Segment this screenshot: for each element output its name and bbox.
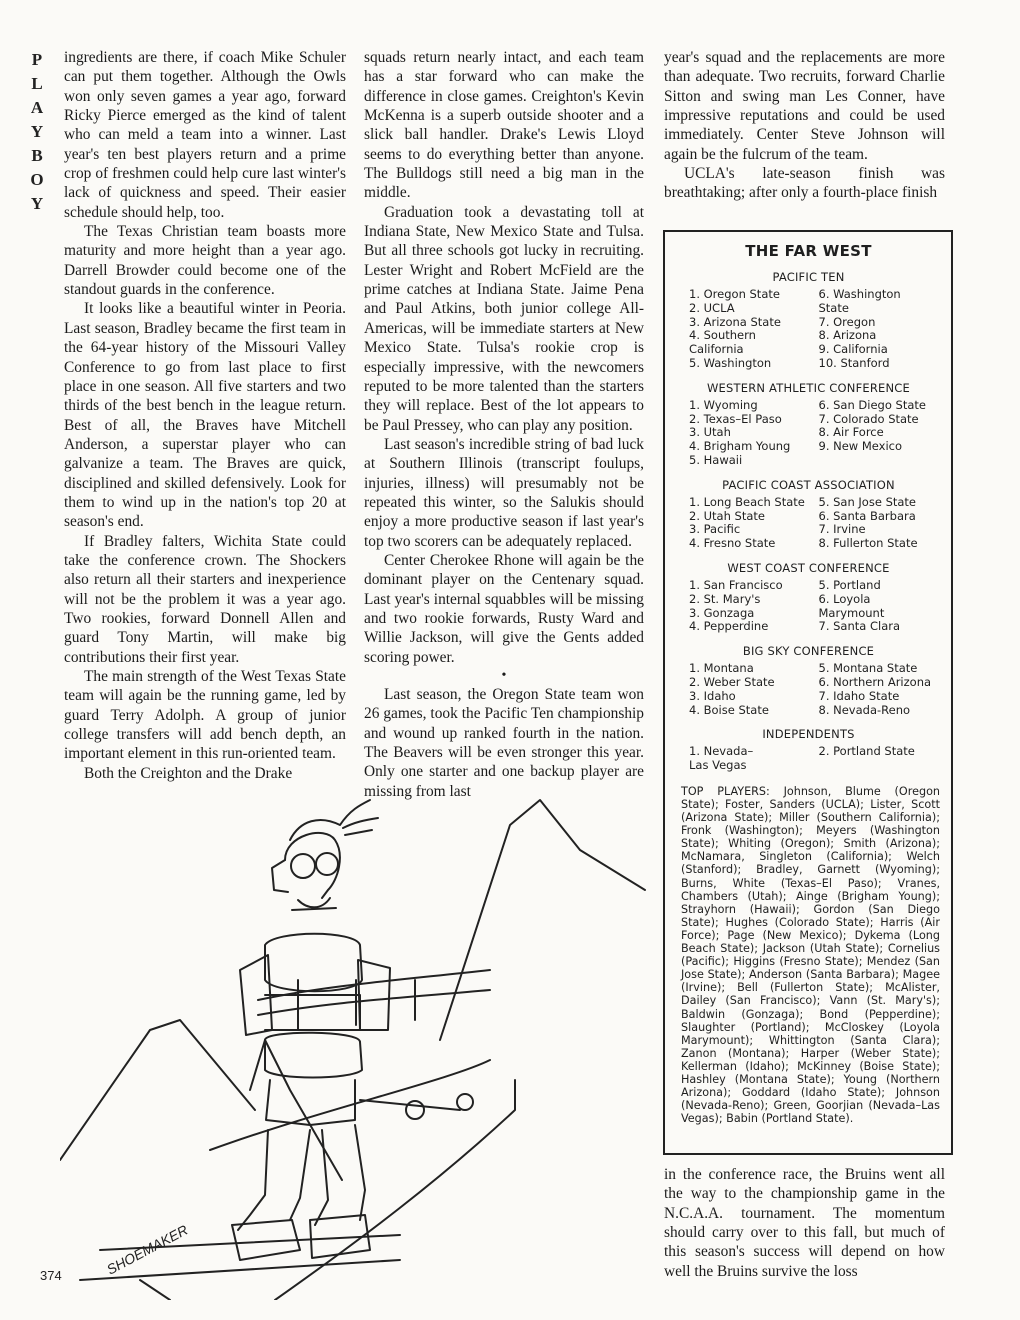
magazine-letter: L — [31, 74, 43, 93]
team-entry: 1. Oregon State — [689, 287, 780, 301]
standings-grid — [675, 745, 942, 773]
team-entry: 9. New Mexico — [818, 439, 903, 454]
paragraph: in the conference race, the Bruins went all the way to the championship game in the N.C.A.A. tournament. The momentum should carry over to this fall, but much of this season's success will depend on how well the Bruins survive the loss — [664, 1166, 945, 1280]
team-entry: 4. Boise State — [689, 702, 769, 717]
standings-grid — [675, 579, 942, 634]
team-entry: 2. UCLA — [689, 300, 735, 315]
article-column-3-bottom — [664, 1165, 945, 1281]
paragraph: The main strength of the West Texas State team will again be the running game, led by guard Terry Adolph. A group of junior college transfers will add bench depth, an important element in this run-oriented team. — [64, 668, 346, 763]
team-entry: 3. Pacific — [689, 522, 741, 537]
conference-heading: INDEPENDENTS — [762, 727, 855, 742]
team-entry: 7. Santa Clara — [818, 619, 901, 634]
conference-heading: WEST COAST CONFERENCE — [727, 560, 890, 575]
team-entry: 6. Washington State — [818, 287, 901, 315]
conference-heading: BIG SKY CONFERENCE — [742, 644, 875, 659]
top-players: TOP PLAYERS: Johnson, Blume (Oregon State); Foster, Sanders (UCLA); Lister, Scott (Arizona State); Miller (Southern California); Fronk (Washington); Meyers (Washington State); Whiting (Oregon); Smith (Arizona); McNamara, Singleton (California); Welch (Stanford); Bradley, Garnett (Wyoming); Burns, White (Texas–El Paso); Vranes, Chambers (Utah); Ainge (Brigham Young); Strayhorn (Hawaii); Gordon (San Diego State); Hughes (Colorado State); Harris (Air Force); Page (New Mexico); Dykema (Long Beach State); Jackson (Utah State); Cornelius (Pacific); Higgins (Fresno State); Mendez (San Jose State); Anderson (Santa Barbara); Magee (Irvine); Bell (Fullerton State); McAlister, Dailey (San Francisco); Vann (St. Mary's); Baldwin (Gonzaga); Bond (Pepperdine); Slaughter (Portland); McCloskey (Loyola Marymount); Whittington (Santa Clara); Zanon (Montana); Harper (Weber State); Kellerman (Idaho); McKinney (Boise State); Hashley (Montana State); Young (Northern Arizona); Goddard (Idaho State); Johnson (Nevada-Reno); Green, Goorjian (Nevada–Las Vegas); Babin (Portland State). — [681, 784, 940, 1126]
paragraph: ingredients are there, if coach Mike Schuler can put them together. Although the Owls won only seven games a year ago, forward Ricky Pierce emerged as the kind of talent who can meld a team into a winner. Last year's ten best players return and a prime crop of freshmen could help cure last winter's lack of quickness and speed. Their easier schedule should help, too. — [64, 49, 346, 221]
page-number: 374 — [40, 1268, 62, 1283]
paragraph: Graduation took a devastating toll at Indiana State, New Mexico State and Tulsa. But all three schools got lucky in recruiting. Lester Wright and Robert McField are the prime catches at Indiana State. Jaime Pena and Paul Atkins, both junior college All-Americas, will be immediate starters at New Mexico State. Tulsa's rookie crop is especially impressive, with the newcomers reputed to be more talented than the starters they will replace. Best of the lot appears to be Paul Pressey, who can play any position. — [364, 203, 644, 434]
magazine-letter: O — [30, 170, 44, 189]
team-entry: 3. Idaho — [689, 688, 736, 703]
team-entry: 8. Arizona — [818, 328, 877, 343]
team-entry: 7. Irvine — [818, 522, 866, 537]
team-entry: 5. Washington — [689, 355, 772, 370]
sidebar-title: THE FAR WEST — [745, 242, 872, 260]
team-entry: 1. Long Beach State — [689, 494, 805, 509]
team-entry: 3. Gonzaga — [689, 605, 755, 620]
team-entry: 5. San Jose State — [818, 494, 917, 509]
cartoonist-signature: SHOEMAKER — [103, 1221, 191, 1278]
paragraph: Center Cherokee Rhone will again be the dominant player on the Centenary squad. Last year's internal squabbles will be missing and two rookie forwards, Rusty Ward and Willie Jackson, will give the Gents added scoring power. — [364, 551, 644, 666]
team-entry: 6. Santa Barbara — [818, 508, 916, 523]
conference-heading: PACIFIC COAST ASSOCIATION — [722, 477, 895, 492]
standings-grid — [675, 496, 942, 551]
conference-heading: PACIFIC TEN — [772, 270, 845, 284]
team-entry: 7. Idaho State — [818, 688, 900, 703]
paragraph: year's squad and the replacements are more than adequate. Two recruits, forward Charlie Sitton and swing man Les Conner, have impressive reputations and could be used immediately. Center Steve Johnson will again be the fulcrum of the team. — [664, 49, 945, 163]
article-column-1 — [64, 48, 346, 783]
article-column-2 — [364, 48, 644, 801]
paragraph: If Bradley falters, Wichita State could take the conference crown. The Shockers also return all their starters and inexperience will not be the problem it was a year ago. Two rookies, forward Donnell Allen and guard Tony Martin, will make big contributions their first year. — [64, 532, 346, 666]
team-entry: 8. Fullerton State — [818, 536, 918, 551]
team-entry: 2. Portland State — [818, 744, 915, 759]
team-entry: 2. Weber State — [689, 674, 775, 689]
paragraph: It looks like a beautiful winter in Peoria. Last season, Bradley became the first team in the 64-year history of the Missouri Valley Conference to go from last place to first place in one season. All five starters and two thirds of the best bench in the league return. Best of all, the Braves have Mitchell Anderson, a superstar player who can galvanize a team. The Braves are quick, disciplined and skilled defensively. Look for them to wind up in the nation's top 20 at season's end. — [64, 300, 346, 531]
team-entry: 7. Colorado State — [818, 411, 919, 426]
team-entry: 1. San Francisco — [689, 577, 783, 592]
team-entry: 2. Texas–El Paso — [689, 411, 782, 426]
section-break-bullet: • — [501, 668, 507, 683]
team-entry: 1. Wyoming — [689, 397, 758, 412]
standings-grid — [675, 399, 942, 468]
team-entry: 1. Nevada– Las Vegas — [689, 744, 754, 773]
paragraph: Both the Creighton and the Drake — [84, 764, 293, 782]
conference-list — [675, 270, 942, 773]
paragraph: Last season, the Oregon State team won 26 games, took the Pacific Ten championship and wound up ranked fourth in the nation. The Beavers will be even stronger this year. Only one starter and one backup player are missing from last — [364, 686, 644, 800]
standings-grid — [675, 288, 942, 371]
conference-heading: WESTERN ATHLETIC CONFERENCE — [706, 380, 911, 395]
team-entry: 8. Air Force — [818, 425, 884, 440]
team-entry: 6. San Diego State — [818, 397, 926, 412]
team-entry: 9. California — [818, 342, 888, 357]
paragraph: squads return nearly intact, and each team has a star forward who can make the difference in close games. Creighton's Kevin McKenna is a superb outside shooter and a slick ball handler. Drake's Lewis Lloyd seems to do everything better than anyone. The Bulldogs still need a big man in the middle. — [364, 49, 644, 202]
magazine-letter: B — [31, 146, 43, 165]
team-entry: 4. Fresno State — [689, 536, 776, 551]
team-entry: 5. Hawaii — [689, 452, 743, 467]
paragraph: The Texas Christian team boasts more maturity and more height than a year ago. Darrell Browder could become one of the standout guards in the conference. — [64, 223, 346, 299]
magazine-letter: P — [31, 50, 43, 69]
team-entry: 10. Stanford — [818, 355, 890, 370]
team-entry: 4. Pepperdine — [689, 619, 769, 634]
team-entry: 6. Northern Arizona — [818, 674, 932, 689]
paragraph: Last season's incredible string of bad luck at Southern Illinois (transcript foulups, injuries, illness) will presumably not be repeated this winter, so the Salukis should enjoy a more productive season if last year's top two scorers can be adequately replaced. — [364, 435, 644, 550]
team-entry: 5. Portland — [818, 577, 881, 592]
magazine-letter: A — [30, 98, 44, 117]
team-entry: 7. Oregon — [818, 314, 876, 329]
team-entry: 4. Southern California — [689, 328, 756, 357]
team-entry: 2. St. Mary's — [689, 591, 761, 606]
team-entry: 3. Utah — [689, 425, 731, 440]
team-entry: 6. Loyola Marymount — [818, 591, 885, 620]
team-entry: 3. Arizona State — [689, 314, 781, 329]
magazine-name-vertical — [26, 48, 48, 216]
magazine-letter: Y — [30, 122, 44, 141]
article-column-3-top — [664, 48, 945, 203]
skier-cartoon-illustration — [60, 780, 650, 1300]
team-entry: 1. Montana — [689, 661, 754, 676]
team-entry: 4. Brigham Young — [689, 439, 791, 454]
team-entry: 5. Montana State — [818, 661, 918, 676]
team-entry: 8. Nevada-Reno — [818, 702, 911, 717]
magazine-letter: Y — [30, 194, 44, 213]
standings-grid — [675, 662, 942, 717]
paragraph: UCLA's late-season finish was breathtaking; after only a fourth-place finish — [664, 165, 945, 202]
far-west-sidebar — [663, 230, 953, 1155]
team-entry: 2. Utah State — [689, 508, 765, 523]
